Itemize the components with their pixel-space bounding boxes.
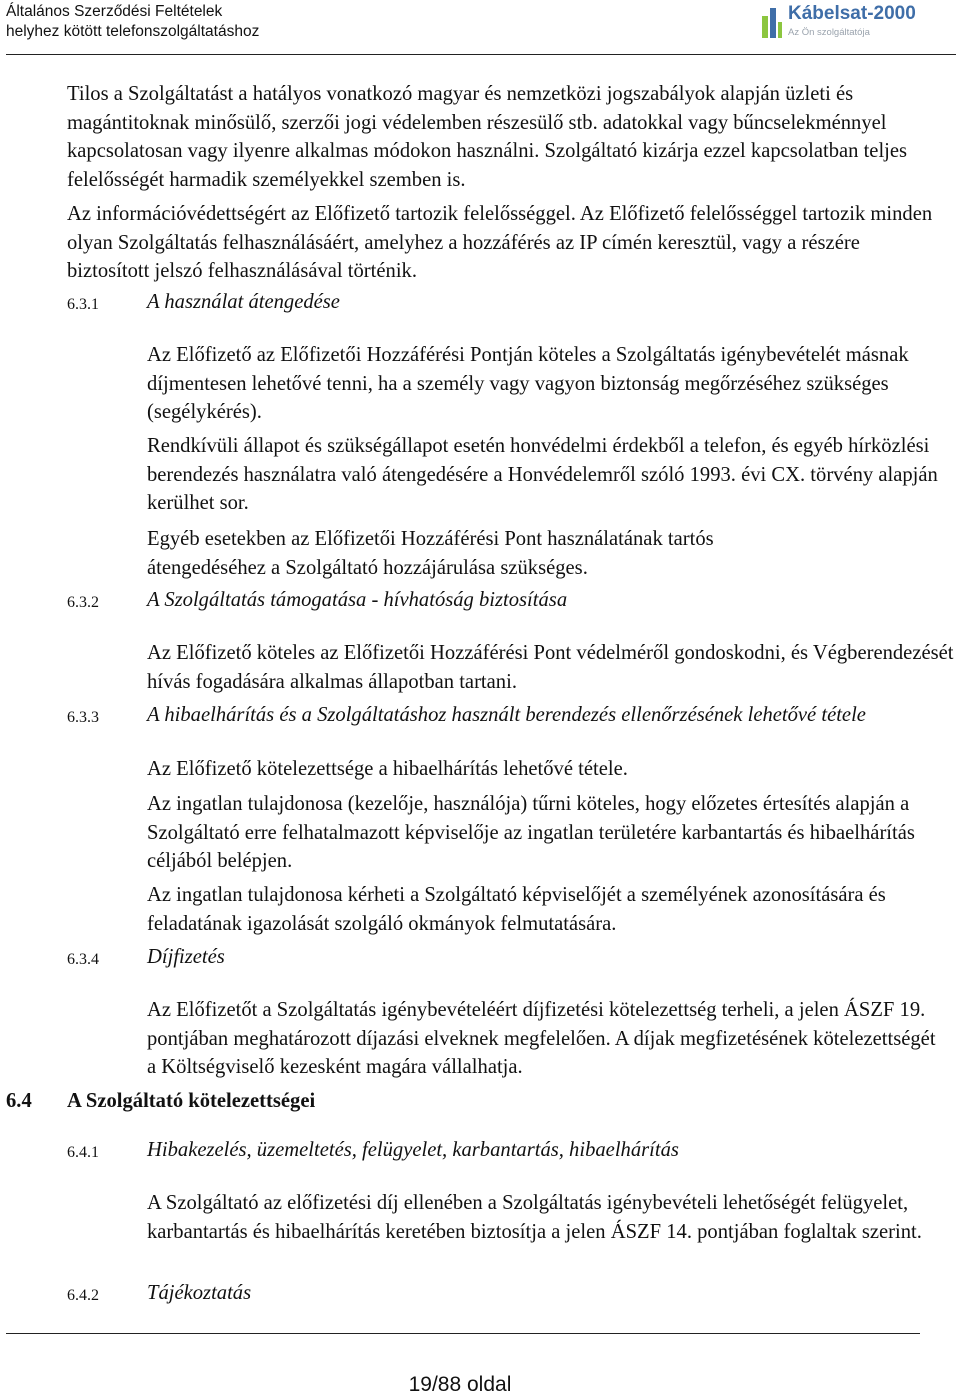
section-title-6-3-1: A használat átengedése bbox=[147, 291, 340, 313]
header-title-line1: Általános Szerződési Feltételek bbox=[6, 3, 223, 20]
section-6-3-1-paragraph-2: Rendkívüli állapot és szükségállapot esetén honvédelmi érdekből a telefon, és egyéb hírközlési berendezés használatra való átengedésére a Honvédelemről szóló 1993. évi CX. törvény alapján kerülhet sor. bbox=[147, 435, 938, 515]
section-title-6-3-4: Díjfizetés bbox=[147, 946, 225, 968]
section-title-6-4-2: Tájékoztatás bbox=[147, 1282, 252, 1304]
section-number-6-3-4: 6.3.4 bbox=[67, 951, 99, 968]
section-number-6-4-1: 6.4.1 bbox=[67, 1144, 99, 1161]
header-divider bbox=[6, 54, 956, 55]
section-6-3-3-paragraph-2: Az ingatlan tulajdonosa (kezelője, használója) tűrni köteles, hogy előzetes értesítés alapján a Szolgáltató erre felhatalmazott képviselője az ingatlan területére karbantartás és hibaelhárítás céljából belépjen. bbox=[147, 793, 915, 873]
section-title-6-3-2: A Szolgáltatás támogatása - hívhatóság biztosítása bbox=[147, 589, 568, 611]
section-6-3-1-paragraph-3: Egyéb esetekben az Előfizetői Hozzáférési Pont használatának tartós átengedéséhez a Szolgáltató hozzájárulása szükséges. bbox=[147, 528, 714, 579]
page-number: 19/88 oldal bbox=[408, 1373, 512, 1396]
logo-mark-icon bbox=[760, 2, 784, 42]
section-number-6-4-2: 6.4.2 bbox=[67, 1287, 99, 1304]
section-title-6-4: A Szolgáltató kötelezettségei bbox=[67, 1090, 316, 1112]
logo-name: Kábelsat-2000 bbox=[788, 3, 916, 24]
section-title-6-4-1: Hibakezelés, üzemeltetés, felügyelet, karbantartás, hibaelhárítás bbox=[147, 1139, 679, 1161]
company-logo bbox=[760, 2, 956, 42]
header-title-line2: helyhez kötött telefonszolgáltatáshoz bbox=[6, 23, 260, 40]
footer-divider bbox=[6, 1333, 920, 1334]
section-number-6-4: 6.4 bbox=[6, 1090, 32, 1112]
section-6-3-2-paragraph-1: Az Előfizető köteles az Előfizetői Hozzáférési Pont védelméről gondoskodni, és Végberendezését hívás fogadására alkalmas állapotban tartani. bbox=[147, 642, 954, 693]
logo-tagline: Az Ön szolgáltatója bbox=[788, 27, 870, 38]
section-title-6-3-3: A hibaelhárítás és a Szolgáltatáshoz használt berendezés ellenőrzésének lehetővé tétele bbox=[147, 704, 866, 726]
section-6-3-4-paragraph-1: Az Előfizetőt a Szolgáltatás igénybevételéért díjfizetési kötelezettség terheli, a jelen ÁSZF 19. pontjában meghatározott díjazási elveknek megfelelően. A díjak megfizetésének kötelezettségét a Költségviselő kezesként magára vállalhatja. bbox=[147, 999, 936, 1079]
section-6-3-3-paragraph-1: Az Előfizető kötelezettsége a hibaelhárítás lehetővé tétele. bbox=[147, 758, 628, 780]
section-number-6-3-3: 6.3.3 bbox=[67, 709, 99, 726]
section-6-3-3-paragraph-3: Az ingatlan tulajdonosa kérheti a Szolgáltató képviselőjét a személyének azonosítására és feladatának igazolását szolgáló okmányok felmutatására. bbox=[147, 884, 886, 935]
section-6-3-1-paragraph-1: Az Előfizető az Előfizetői Hozzáférési Pontján köteles a Szolgáltatás igénybevételét másnak díjmentesen lehetővé tenni, ha a személy vagy vagyon biztonság megőrzéséhez szükséges (segélykérés). bbox=[147, 344, 909, 424]
section-number-6-3-2: 6.3.2 bbox=[67, 594, 99, 611]
section-number-6-3-1: 6.3.1 bbox=[67, 296, 99, 313]
intro-paragraph-2: Az információvédettségért az Előfizető tartozik felelősséggel. Az Előfizető felelősséggel tartozik minden olyan Szolgáltatás felhasználásáért, amelyhez a hozzáférés az IP címén keresztül, vagy a részére biztosított jelszó felhasználásával történik. bbox=[67, 203, 933, 283]
intro-paragraph-1: Tilos a Szolgáltatást a hatályos vonatkozó magyar és nemzetközi jogszabályok alapján üzleti és magántitoknak minősülő, szerzői jogi védelemben részesülő stb. adatokkal vagy bűncselekménnyel kapcsolatosan vagy ilyenre alkalmas módokon használni. Szolgáltató kizárja ezzel kapcsolatban teljes felelősségét harmadik személyekkel szemben is. bbox=[67, 83, 908, 191]
section-6-4-1-paragraph-1: A Szolgáltató az előfizetési díj ellenében a Szolgáltatás igénybevételi lehetőségét felügyelet, karbantartás és hibaelhárítás keretében biztosítja a jelen ÁSZF 14. pontjában foglaltak szerint. bbox=[147, 1192, 922, 1243]
document-header bbox=[6, 2, 259, 42]
